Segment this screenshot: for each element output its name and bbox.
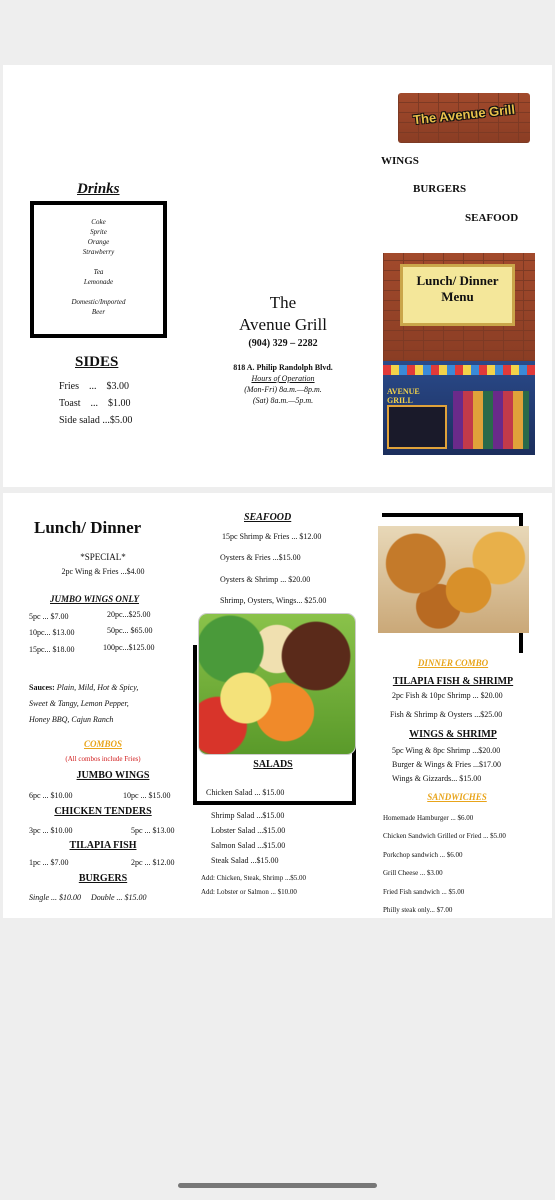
sandwich-item: Fried Fish sandwich ... $5.00: [383, 888, 465, 896]
storefront-photo: [383, 361, 535, 455]
sign-line-2: Menu: [441, 289, 474, 304]
drinks-title: Drinks: [77, 181, 120, 197]
seafood-item: Oysters & Fries ...$15.00: [220, 553, 301, 562]
drink-item: Strawberry: [82, 248, 115, 256]
salad-item: Steak Salad ...$15.00: [211, 856, 279, 865]
salad-item: Shrimp Salad ...$15.00: [211, 811, 285, 820]
salad-item: Salmon Salad ...$15.00: [211, 841, 286, 850]
seafood-item: Shrimp, Oysters, Wings... $25.00: [220, 596, 327, 605]
hours-title: Hours of Operation: [251, 374, 315, 383]
storefront-sign: AVENUE GRILL: [387, 387, 420, 405]
drink-item: Orange: [87, 238, 110, 246]
seafood-title: SEAFOOD: [244, 512, 292, 523]
jumbo-price: 50pc... $65.00: [107, 626, 153, 635]
drink-item: Lemonade: [83, 278, 114, 286]
tagline-burgers: BURGERS: [413, 183, 467, 195]
awning: [383, 365, 535, 375]
special-item: 2pc Wing & Fries ...$4.00: [61, 567, 145, 576]
storefront-mural: [453, 391, 529, 449]
combo-price: 5pc ... $13.00: [131, 826, 175, 835]
dinner-combo-item: Burger & Wings & Fries ...$17.00: [392, 760, 501, 769]
salad-addon: Add: Lobster or Salmon ... $10.00: [201, 888, 297, 896]
seafood-item: Oysters & Shrimp ... $20.00: [220, 575, 311, 584]
jumbo-price: 15pc... $18.00: [29, 645, 75, 654]
sides-title: SIDES: [75, 354, 119, 370]
sandwiches-title: SANDWICHES: [427, 792, 487, 802]
combo-price: 6pc ... $10.00: [29, 791, 73, 800]
combos-title: COMBOS: [83, 739, 122, 749]
sandwich-item: Grill Cheese ... $3.00: [383, 869, 443, 877]
hours-saturday: (Sat) 8a.m.—5p.m.: [252, 396, 314, 405]
home-indicator[interactable]: [178, 1183, 377, 1188]
combo-jumbo-title: JUMBO WINGS: [76, 770, 150, 781]
salad-item: Lobster Salad ...$15.00: [211, 826, 286, 835]
drink-item: Tea: [93, 268, 104, 276]
sauces: [29, 680, 138, 728]
side-item: Side salad ...$5.00: [59, 415, 133, 426]
jumbo-price: 10pc... $13.00: [29, 628, 75, 637]
menu-sign: [400, 264, 515, 326]
side-item: Toast ... $1.00: [59, 398, 131, 409]
combo-price: 10pc ... $15.00: [123, 791, 171, 800]
phone-number: (904) 329 – 2282: [248, 338, 318, 349]
drink-item: Beer: [91, 308, 106, 316]
salad-item: Chicken Salad ... $15.00: [206, 788, 285, 797]
side-item: Fries ... $3.00: [59, 381, 129, 392]
combo-burgers-prices: Single ... $10.00 Double ... $15.00: [29, 893, 147, 902]
sauces-line: Honey BBQ, Cajun Ranch: [29, 715, 114, 724]
drinks-box: [30, 201, 167, 338]
tilapia-shrimp-title: TILAPIA FISH & SHRIMP: [392, 676, 514, 687]
combo-tenders-title: CHICKEN TENDERS: [54, 806, 152, 817]
menu-sign-photo: [383, 253, 535, 361]
sandwich-item: Chicken Sandwich Grilled or Fried ... $5.00: [383, 832, 506, 840]
drink-item: Sprite: [90, 228, 107, 236]
tagline-wings: WINGS: [381, 155, 419, 167]
menu-page-inside: [3, 493, 552, 918]
wings-shrimp-title: WINGS & SHRIMP: [409, 729, 497, 740]
sandwich-item: Philly steak only... $7.00: [383, 906, 453, 914]
address: 818 A. Philip Randolph Blvd.: [233, 363, 333, 372]
salads-title: SALADS: [253, 759, 293, 770]
seafood-item: 15pc Shrimp & Fries ... $12.00: [222, 532, 322, 541]
restaurant-name-2: Avenue Grill: [239, 315, 327, 334]
sauces-label: Sauces:: [29, 683, 55, 692]
jumbo-only-title: JUMBO WINGS ONLY: [50, 594, 140, 604]
logo-text: The Avenue Grill: [412, 101, 516, 128]
drink-item: Domestic/Imported: [71, 298, 126, 306]
salad-addon: Add: Chicken, Steak, Shrimp ...$5.00: [201, 874, 306, 882]
hours-weekday: (Mon-Fri) 8a.m.—8p.m.: [244, 385, 322, 394]
dinner-combo-item: 5pc Wing & 8pc Shrimp ...$20.00: [392, 746, 501, 755]
salad-photo: [199, 614, 355, 754]
dinner-combo-item: Wings & Gizzards... $15.00: [392, 774, 482, 783]
sandwich-item: Homemade Hamburger ... $6.00: [383, 814, 474, 822]
jumbo-price: 20pc...$25.00: [107, 610, 151, 619]
sign-line-1: Lunch/ Dinner: [416, 273, 499, 288]
brand-logo: [398, 93, 530, 143]
dinner-combo-item: Fish & Shrimp & Oysters ...$25.00: [390, 710, 503, 719]
drinks-list: [34, 217, 163, 317]
jumbo-price: 5pc ... $7.00: [29, 612, 69, 621]
sauces-line: Sweet & Tangy, Lemon Pepper,: [29, 699, 129, 708]
page-title: Lunch/ Dinner: [34, 518, 142, 537]
salad-image: [199, 614, 355, 754]
combo-price: 1pc ... $7.00: [29, 858, 69, 867]
restaurant-name-1: The: [269, 293, 297, 312]
dinner-combo-title: DINNER COMBO: [417, 658, 489, 668]
combo-price: 2pc ... $12.00: [131, 858, 175, 867]
jumbo-price: 100pc...$125.00: [103, 643, 155, 652]
menu-page-front: [3, 65, 552, 487]
dinner-combo-item: 2pc Fish & 10pc Shrimp ... $20.00: [392, 691, 503, 700]
special-label: *SPECIAL*: [80, 552, 126, 562]
sandwich-item: Porkchop sandwich ... $6.00: [383, 851, 463, 859]
drink-item: Coke: [91, 218, 106, 226]
tagline-seafood: SEAFOOD: [465, 212, 519, 224]
combo-price: 3pc ... $10.00: [29, 826, 73, 835]
sauces-line: Plain, Mild, Hot & Spicy,: [56, 683, 139, 692]
combo-tilapia-title: TILAPIA FISH: [69, 840, 137, 851]
combo-burgers-title: BURGERS: [78, 873, 128, 884]
storefront-window: [387, 405, 447, 449]
combos-note: (All combos include Fries): [65, 755, 141, 763]
fried-food-photo: [378, 526, 529, 633]
